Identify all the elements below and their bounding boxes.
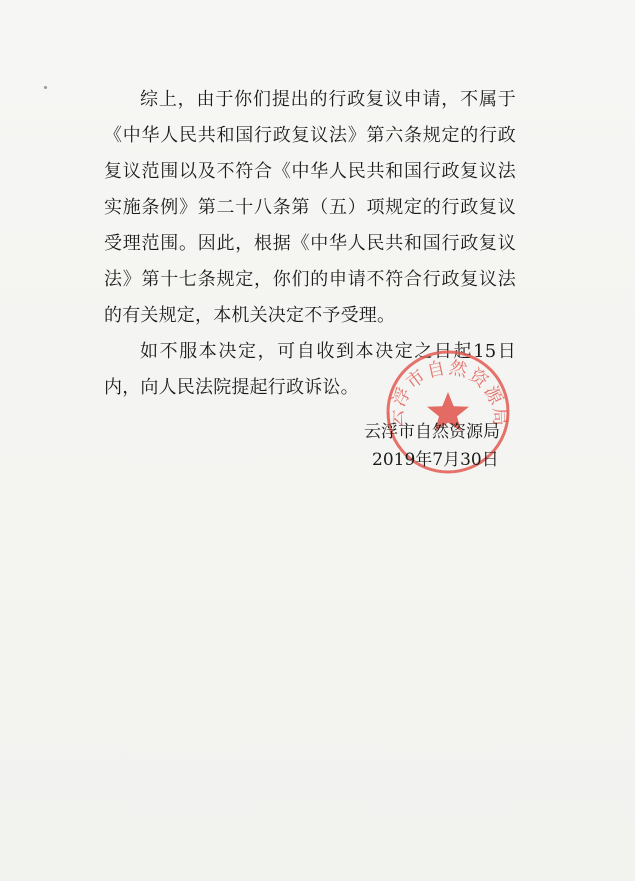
paragraph-conclusion: 综上，由于你们提出的行政复议申请，不属于《中华人民共和国行政复议法》第六条规定的行政复议范围以及不符合《中华人民共和国行政复议法实施条例》第二十八条第（五）项规定的行政复议受理范围。因此，根据《中华人民共和国行政复议法》第十七条规定，你们的申请不符合行政复议法的有关规定，本机关决定不予受理。: [104, 89, 516, 326]
seal-text: 云浮市自然资源局: [385, 357, 511, 429]
issuing-organization: 云浮市自然资源局: [364, 422, 500, 442]
scan-dot: [44, 86, 47, 89]
signature-block: [360, 418, 520, 474]
issue-date: 2019年7月30日: [372, 450, 499, 470]
paragraph-appeal-notice: 如不服本决定，可自收到本决定之日起15日内，向人民法院提起行政诉讼。: [104, 341, 516, 398]
